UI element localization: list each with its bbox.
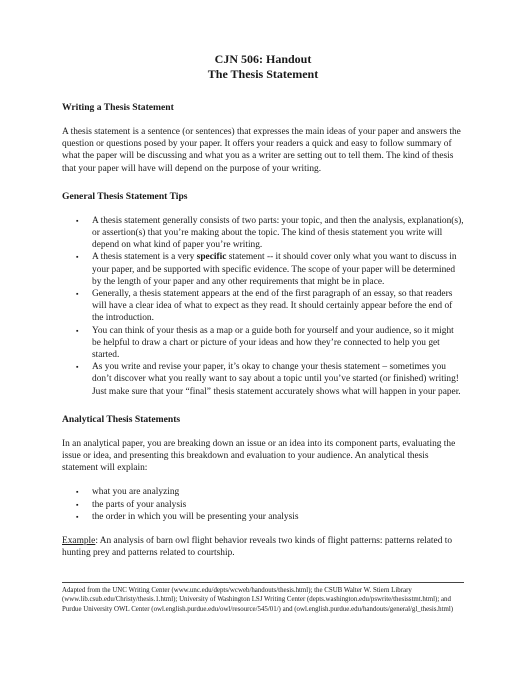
bullet-icon: ▪ bbox=[76, 216, 79, 225]
analytical-paragraph: In an analytical paper, you are breaking down an issue or an idea into its component parts, evaluating the issue or idea, and presenting this breakdown and evaluation to your audience. An analytical thesis statement will explain: bbox=[62, 438, 456, 474]
list-item bbox=[76, 325, 464, 362]
tip-text: statement -- it should cover only what you want to discuss in your paper, and be supported with specific evidence. The scope of your paper will be determined by the length of your paper and any other requirements that might be in place. bbox=[92, 252, 457, 287]
list-item bbox=[76, 251, 464, 288]
list-item bbox=[76, 288, 464, 325]
bullet-icon: ▪ bbox=[76, 326, 79, 335]
bullet-icon: ▪ bbox=[76, 488, 79, 497]
section-heading-tips: General Thesis Statement Tips bbox=[62, 190, 188, 202]
tip-text: A thesis statement is a very bbox=[92, 252, 197, 263]
bullet-icon: ▪ bbox=[76, 253, 79, 262]
tip-text: Generally, a thesis statement appears at the end of the first paragraph of an essay, so that readers will have a clear idea of what to expect as they read. It should certainly appear before the end of the introduction. bbox=[92, 289, 453, 324]
tip-text: You can think of your thesis as a map or a guide both for yourself and your audience, so it might be helpful to draw a chart or picture of your ideas and how they’re connected to help you get started. bbox=[92, 325, 454, 361]
analysis-list bbox=[62, 486, 464, 523]
list-item bbox=[76, 215, 464, 252]
analysis-item-text: the parts of your analysis bbox=[92, 499, 187, 510]
footer-divider bbox=[62, 582, 464, 583]
tip-text: As you write and revise your paper, it’s okay to change your thesis statement – sometimes you don’t discover what you really want to say about a topic until you’ve started (or finished) writing! Just make sure that your “final” thesis statement accurately shows what will happen in your paper. bbox=[92, 362, 461, 397]
bullet-icon: ▪ bbox=[76, 512, 79, 521]
tips-list bbox=[62, 215, 464, 398]
page-title-line1: CJN 506: Handout bbox=[214, 52, 312, 66]
list-item bbox=[76, 361, 464, 398]
example-text: : An analysis of barn owl flight behavior reveals two kinds of flight patterns: patterns related to hunting prey and patterns related to courtship. bbox=[62, 536, 453, 559]
section-heading-analytical: Analytical Thesis Statements bbox=[62, 413, 181, 425]
analysis-item-text: what you are analyzing bbox=[92, 487, 180, 498]
list-item bbox=[76, 486, 464, 498]
tip-text: A thesis statement generally consists of two parts: your topic, and then the analysis, explanation(s), or assertion(s) that you’re making about the topic. The kind of thesis statement you write will depend on what kind of paper you’re writing. bbox=[92, 215, 464, 251]
list-item bbox=[76, 499, 464, 511]
list-item bbox=[76, 511, 464, 523]
tip-emphasis: specific bbox=[196, 252, 227, 263]
intro-paragraph: A thesis statement is a sentence (or sentences) that expresses the main ideas of your paper and answers the question or questions posed by your paper. It offers your readers a quick and easy to follow summary of what the paper will be discussing and what you as a writer are setting out to tell them. The kind of thesis that your paper will have will depend on the purpose of your writing. bbox=[62, 127, 461, 174]
example-label: Example bbox=[62, 536, 96, 547]
section-heading-writing: Writing a Thesis Statement bbox=[62, 102, 174, 113]
analysis-item-text: the order in which you will be presenting your analysis bbox=[92, 511, 299, 522]
page-title-line2: The Thesis Statement bbox=[207, 67, 319, 81]
footer-citation: Adapted from the UNC Writing Center (www.unc.edu/depts/wcweb/handouts/thesis.html); the CSUB Walter W. Stiern Library (www.lib.csub.edu/Christy/thesis.1.html); University of Washington LSJ Writing Center (depts.washington.edu/pswrite/thesisstmt.html); and Purdue University OWL Center (owl.english.purdue.edu/owl/resource/545/01/) and (owl.english.purdue.edu/handouts/general/gl_thesis.html) bbox=[62, 587, 454, 613]
bullet-icon: ▪ bbox=[76, 363, 79, 372]
bullet-icon: ▪ bbox=[76, 290, 79, 299]
bullet-icon: ▪ bbox=[76, 500, 79, 509]
example-paragraph bbox=[62, 535, 464, 559]
